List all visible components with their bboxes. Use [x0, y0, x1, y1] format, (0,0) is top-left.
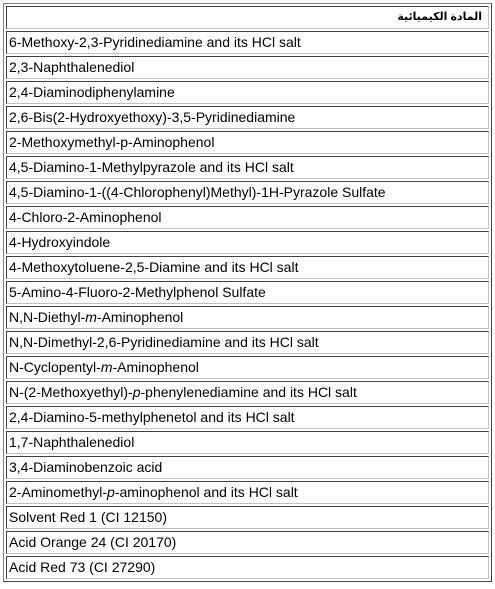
- chemical-name-cell: [6, 306, 489, 329]
- chemical-name-text: 4,5-Diamino-1-Methylpyrazole and its HCl salt: [9, 159, 294, 175]
- chemical-name-text: 2-Methoxymethyl-p-Aminophenol: [9, 134, 215, 150]
- chemical-name-cell: [6, 31, 489, 54]
- chemical-name-text: -phenylenediamine and its HCl salt: [140, 384, 357, 400]
- table-row: [6, 181, 489, 204]
- chemical-table-body: [6, 6, 489, 579]
- chemical-name-text: 4-Chloro-2-Aminophenol: [9, 209, 162, 225]
- chemical-name-cell: [6, 106, 489, 129]
- chemical-name-text: N-(2-Methoxyethyl)-: [9, 384, 133, 400]
- table-row: [6, 556, 489, 579]
- chemical-name-text: 1,7-Naphthalenediol: [9, 434, 135, 450]
- table-row: [6, 506, 489, 529]
- chemical-name-text: Solvent Red 1 (CI 12150): [9, 509, 167, 525]
- table-row: [6, 256, 489, 279]
- chemical-name-text: 6-Methoxy-2,3-Pyridinediamine and its HCl salt: [9, 34, 301, 50]
- chemical-name-cell: [6, 406, 489, 429]
- chemical-name-text: 2,3-Naphthalenediol: [9, 59, 135, 75]
- chemical-name-cell: [6, 331, 489, 354]
- chemical-name-text: N,N-Diethyl-: [9, 309, 86, 325]
- chemical-name-cell: [6, 356, 489, 379]
- chemical-name-text: 4-Hydroxyindole: [9, 234, 111, 250]
- chemical-name-cell: [6, 281, 489, 304]
- chemical-name-cell: [6, 431, 489, 454]
- table-row: [6, 131, 489, 154]
- italic-locant: m: [100, 359, 113, 375]
- chemical-name-text: -Aminophenol: [112, 359, 199, 375]
- chemical-name-cell: [6, 381, 489, 404]
- chemical-name-cell: [6, 156, 489, 179]
- italic-locant: p: [107, 484, 115, 500]
- chemical-name-text: 2,6-Bis(2-Hydroxyethoxy)-3,5-Pyridinediamine: [9, 109, 296, 125]
- chemical-name-cell: [6, 256, 489, 279]
- table-row: [6, 531, 489, 554]
- chemical-name-text: Acid Red 73 (CI 27290): [9, 559, 156, 575]
- table-row: [6, 481, 489, 504]
- column-header-chemical: المادة الكيميائية: [6, 6, 489, 29]
- chemical-name-cell: [6, 531, 489, 554]
- table-row: [6, 231, 489, 254]
- chemical-name-cell: [6, 81, 489, 104]
- table-row: [6, 306, 489, 329]
- chemical-name-cell: [6, 556, 489, 579]
- table-row: [6, 156, 489, 179]
- chemical-name-text: 2-Aminomethyl-: [9, 484, 108, 500]
- table-row: [6, 106, 489, 129]
- table-row: [6, 206, 489, 229]
- chemical-name-text: N-Cyclopentyl-: [9, 359, 101, 375]
- chemical-name-cell: [6, 181, 489, 204]
- chemical-name-cell: [6, 56, 489, 79]
- chemical-name-text: N,N-Dimethyl-2,6-Pyridinediamine and its HCl salt: [9, 334, 319, 350]
- table-row: [6, 431, 489, 454]
- chemical-name-text: 2,4-Diamino-5-methylphenetol and its HCl salt: [9, 409, 295, 425]
- table-row: [6, 331, 489, 354]
- chemical-name-cell: [6, 506, 489, 529]
- chemical-name-cell: [6, 131, 489, 154]
- table-row: [6, 406, 489, 429]
- chemical-name-text: -aminophenol and its HCl salt: [114, 484, 298, 500]
- chemical-name-text: 5-Amino-4-Fluoro-2-Methylphenol Sulfate: [9, 284, 266, 300]
- chemical-name-text: 4-Methoxytoluene-2,5-Diamine and its HCl salt: [9, 259, 299, 275]
- chemical-name-cell: [6, 481, 489, 504]
- table-row: [6, 456, 489, 479]
- chemical-name-cell: [6, 456, 489, 479]
- chemical-name-text: -Aminophenol: [96, 309, 184, 325]
- chemical-table-grid: [4, 4, 491, 581]
- italic-locant: p: [132, 384, 141, 400]
- table-row: [6, 56, 489, 79]
- table-row: [6, 356, 489, 379]
- chemical-name-text: Acid Orange 24 (CI 20170): [9, 534, 177, 550]
- table-row: [6, 281, 489, 304]
- chemical-name-text: 4,5-Diamino-1-((4-Chlorophenyl)Methyl)-1H-Pyrazole Sulfate: [9, 184, 386, 200]
- chemical-name-cell: [6, 231, 489, 254]
- chemical-name-cell: [6, 206, 489, 229]
- chemical-name-text: 3,4-Diaminobenzoic acid: [9, 459, 163, 475]
- table-header-row: [6, 6, 489, 29]
- chemical-name-text: 2,4-Diaminodiphenylamine: [9, 84, 175, 100]
- table-row: [6, 31, 489, 54]
- italic-locant: m: [85, 309, 97, 325]
- chemical-table: [3, 3, 492, 582]
- table-row: [6, 381, 489, 404]
- table-row: [6, 81, 489, 104]
